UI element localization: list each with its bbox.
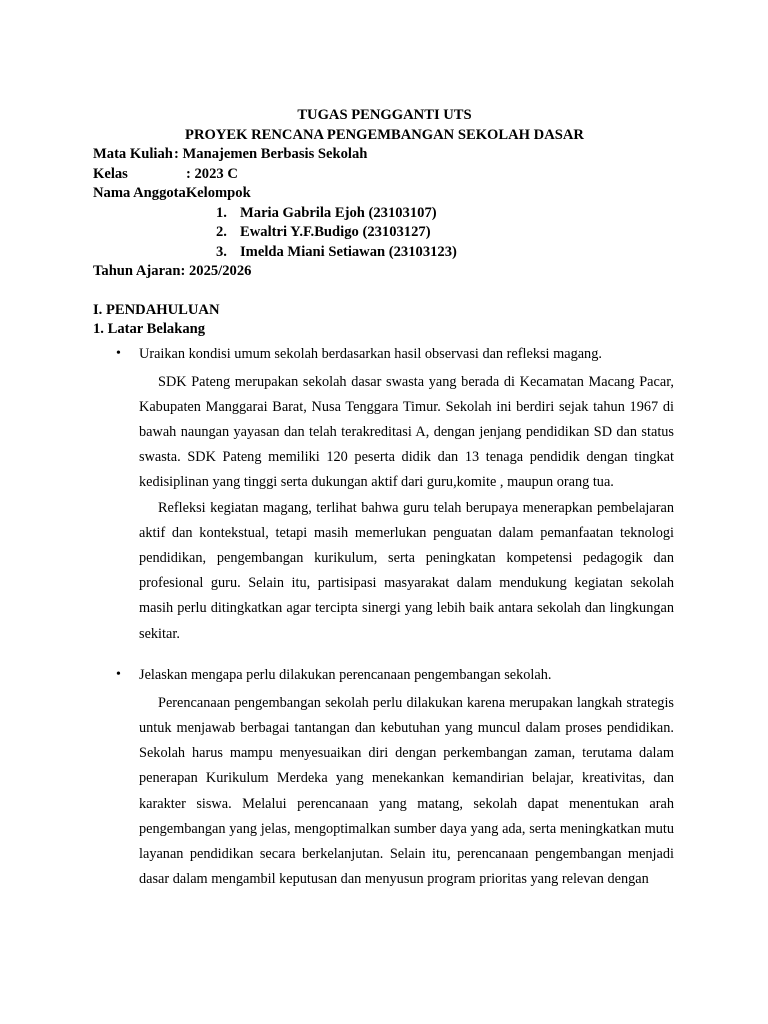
body-paragraph: SDK Pateng merupakan sekolah dasar swasta yang berada di Kecamatan Macang Pacar, Kabupaten Manggarai Barat, Nusa Tenggara Timur. Sekolah ini berdiri sejak tahun 1967 di bawah naungan yayasan dan telah terakreditasi A, dengan jenjang pendidikan SD dan status swasta. SDK Pateng memiliki 120 peserta didik dan 13 tenaga pendidik dengan tingkat kedisiplinan yang tinggi serta dukungan aktif dari guru,komite , maupun orang tua. (139, 373, 674, 491)
bullet-item (93, 665, 674, 893)
document-meta (93, 145, 674, 282)
body-paragraph: Refleksi kegiatan magang, terlihat bahwa guru telah berupaya menerapkan pembelajaran aktif dan kontekstual, tetapi masih memerlukan penguatan dalam pemanfaatan teknologi pendidikan, pengembangan kurikulum, serta peningkatan kompetensi pedagogik dan profesional guru. Selain itu, partisipasi masyarakat dalam mendukung kegiatan sekolah masih perlu ditingkatkan agar tercipta sinergi yang lebih baik antara sekolah dan lingkungan sekitar. (139, 499, 674, 642)
member-number: 3. (216, 243, 227, 260)
bullet-marker: • (116, 345, 121, 361)
member-name: Maria Gabrila Ejoh (23103107) (240, 204, 437, 221)
member-item (216, 223, 674, 243)
member-name: Ewaltri Y.F.Budigo (23103127) (240, 224, 431, 240)
course-label: Mata Kuliah (93, 146, 173, 162)
subsection-heading: 1. Latar Belakang (93, 321, 206, 337)
bullet-question: Jelaskan mengapa perlu dilakukan perencanaan pengembangan sekolah. (139, 666, 552, 683)
spacer (93, 282, 674, 301)
member-name: Imelda Miani Setiawan (23103123) (240, 243, 457, 260)
member-number: 2. (216, 224, 227, 240)
member-item (216, 243, 674, 263)
title-line-2: PROYEK RENCANA PENGEMBANGAN SEKOLAH DASAR (185, 126, 584, 143)
bullet-marker: • (116, 666, 121, 682)
member-list (93, 204, 674, 263)
title-line-1: TUGAS PENGGANTI UTS (297, 107, 472, 123)
group-label: Nama AnggotaKelompok (93, 185, 251, 201)
bullet-list (93, 344, 674, 893)
course-row (93, 145, 674, 165)
member-number: 1. (216, 204, 227, 221)
academic-year: Tahun Ajaran: 2025/2026 (93, 263, 252, 279)
class-value: : 2023 C (186, 165, 238, 182)
bullet-question: Uraikan kondisi umum sekolah berdasarkan hasil observasi dan refleksi magang. (139, 345, 602, 362)
section-heading: I. PENDAHULUAN (93, 301, 220, 318)
bullet-item (93, 344, 674, 647)
class-label: Kelas (93, 165, 128, 182)
body-paragraph: Perencanaan pengembangan sekolah perlu dilakukan karena merupakan langkah strategis untuk menjawab berbagai tantangan dan kebutuhan yang muncul dalam proses pendidikan. Sekolah harus mampu menyesuaikan diri dengan perkembangan zaman, terutama dalam penerapan Kurikulum Merdeka yang menekankan kemandirian belajar, kreativitas, dan karakter siswa. Melalui perencanaan yang matang, sekolah dapat menentukan arah pengembangan yang jelas, mengoptimalkan sumber daya yang ada, serta meningkatkan mutu layanan pendidikan secara berkelanjutan. Selain itu, perencanaan pengembangan menjadi dasar dalam mengambil keputusan dan menyusun program prioritas yang relevan dengan (139, 694, 674, 888)
member-item (216, 204, 674, 224)
class-row (93, 165, 674, 185)
course-value: : Manajemen Berbasis Sekolah (174, 146, 368, 162)
document-title (93, 106, 674, 145)
